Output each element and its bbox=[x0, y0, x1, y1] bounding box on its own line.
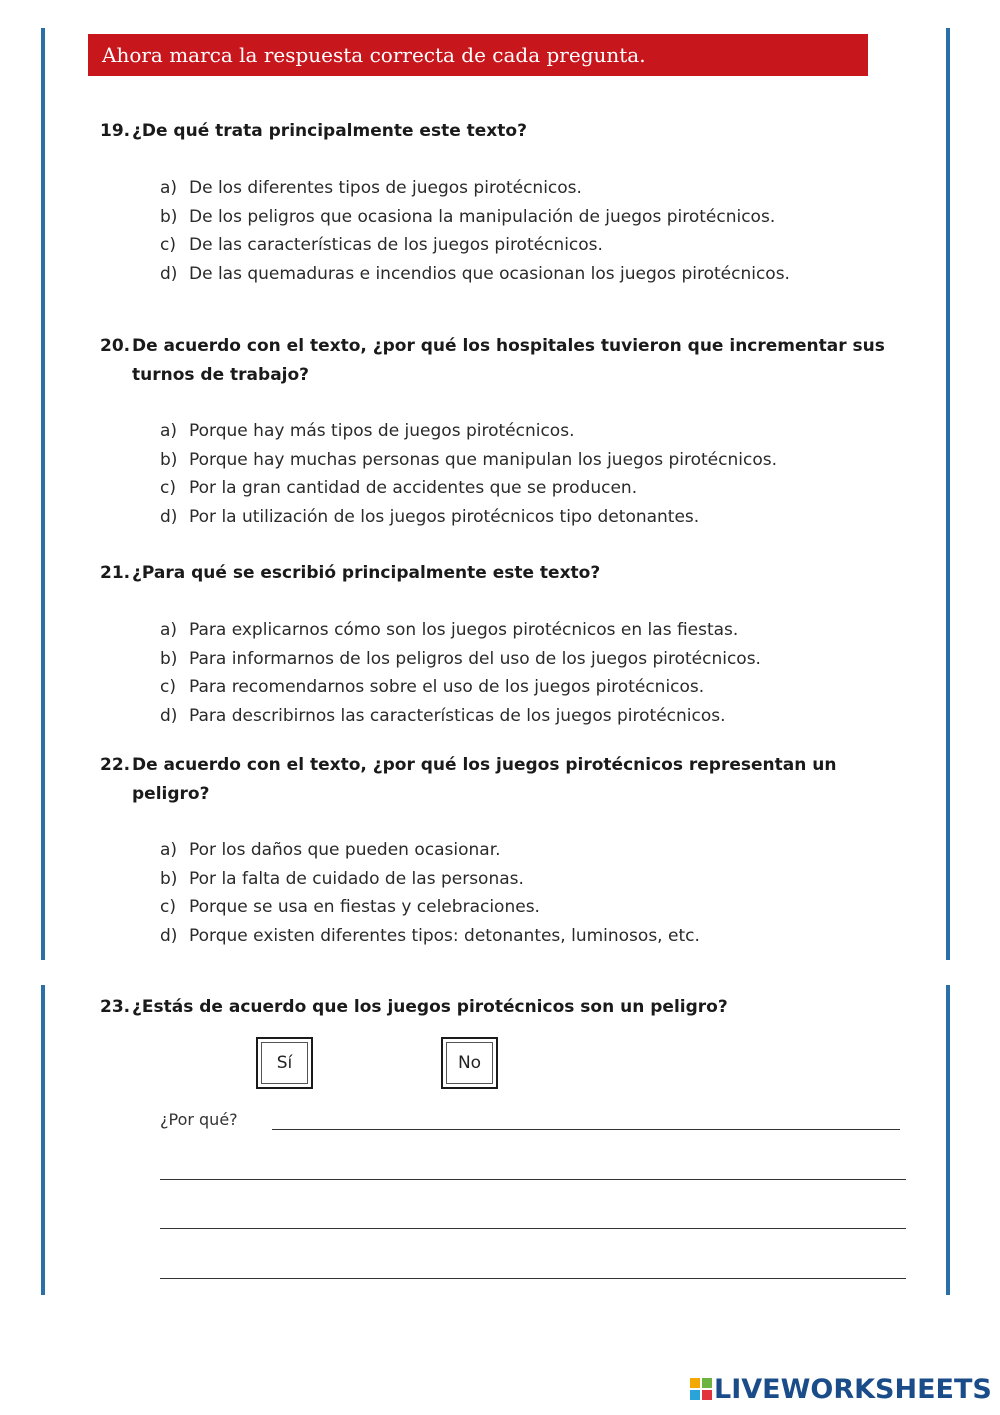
left-border-bottom bbox=[41, 985, 45, 1295]
answer-line-3[interactable] bbox=[160, 1228, 906, 1229]
question-number: 22. bbox=[100, 755, 131, 775]
answer-line-1[interactable] bbox=[272, 1129, 900, 1130]
question-19 bbox=[100, 117, 900, 146]
brand-text: LIVEWORKSHEETS bbox=[714, 1374, 992, 1405]
option-d[interactable]: d) De las quemaduras e incendios que ocasionan los juegos pirotécnicos. bbox=[160, 263, 790, 284]
question-20-options bbox=[160, 417, 920, 531]
option-c[interactable]: c) Porque se usa en fiestas y celebraciones. bbox=[160, 897, 540, 917]
option-c[interactable]: c) De las características de los juegos pirotécnicos. bbox=[160, 235, 603, 255]
option-c[interactable]: c) Para recomendarnos sobre el uso de los juegos pirotécnicos. bbox=[160, 677, 705, 697]
option-d[interactable]: d) Porque existen diferentes tipos: detonantes, luminosos, etc. bbox=[160, 925, 700, 946]
question-21-options bbox=[160, 616, 920, 730]
question-19-options bbox=[160, 174, 920, 288]
question-number: 20. bbox=[100, 336, 131, 356]
question-22 bbox=[100, 751, 900, 809]
question-text: De acuerdo con el texto, ¿por qué los hospitales tuvieron que incrementar sus bbox=[132, 336, 885, 356]
question-23 bbox=[100, 993, 900, 1022]
question-text: De acuerdo con el texto, ¿por qué los juegos pirotécnicos representan un bbox=[132, 755, 837, 775]
option-b[interactable]: b) Para informarnos de los peligros del uso de los juegos pirotécnicos. bbox=[160, 648, 761, 669]
question-20 bbox=[100, 332, 900, 390]
yes-checkbox[interactable]: Sí bbox=[256, 1037, 313, 1089]
answer-line-4[interactable] bbox=[160, 1278, 906, 1279]
question-number: 19. bbox=[100, 121, 131, 141]
option-a[interactable]: a) Para explicarnos cómo son los juegos pirotécnicos en las fiestas. bbox=[160, 620, 739, 640]
option-d[interactable]: d) Para describirnos las características de los juegos pirotécnicos. bbox=[160, 705, 726, 726]
option-a[interactable]: a) De los diferentes tipos de juegos pirotécnicos. bbox=[160, 178, 582, 198]
answer-line-2[interactable] bbox=[160, 1179, 906, 1180]
question-number: 23. bbox=[100, 997, 131, 1017]
liveworksheets-logo bbox=[690, 1374, 992, 1405]
liveworksheets-logo-icon bbox=[690, 1378, 712, 1400]
option-a[interactable]: a) Por los daños que pueden ocasionar. bbox=[160, 840, 501, 860]
why-label: ¿Por qué? bbox=[160, 1110, 238, 1129]
question-text: ¿Para qué se escribió principalmente este texto? bbox=[132, 563, 601, 583]
option-b[interactable]: b) Por la falta de cuidado de las personas. bbox=[160, 868, 524, 889]
right-border-bottom bbox=[946, 985, 950, 1295]
question-text: ¿Estás de acuerdo que los juegos pirotécnicos son un peligro? bbox=[132, 997, 728, 1017]
right-border-top bbox=[946, 28, 950, 960]
option-d[interactable]: d) Por la utilización de los juegos pirotécnicos tipo detonantes. bbox=[160, 506, 700, 527]
left-border-top bbox=[41, 28, 45, 960]
question-text-continued: turnos de trabajo? bbox=[132, 365, 310, 385]
question-21 bbox=[100, 559, 900, 588]
question-text: ¿De qué trata principalmente este texto? bbox=[132, 121, 527, 141]
no-checkbox[interactable]: No bbox=[441, 1037, 498, 1089]
instruction-banner: Ahora marca la respuesta correcta de cada pregunta. bbox=[88, 34, 868, 76]
question-text-continued: peligro? bbox=[132, 784, 210, 804]
question-22-options bbox=[160, 836, 920, 950]
option-a[interactable]: a) Porque hay más tipos de juegos pirotécnicos. bbox=[160, 421, 575, 441]
option-c[interactable]: c) Por la gran cantidad de accidentes que se producen. bbox=[160, 478, 638, 498]
option-b[interactable]: b) De los peligros que ocasiona la manipulación de juegos pirotécnicos. bbox=[160, 206, 776, 227]
question-number: 21. bbox=[100, 563, 131, 583]
option-b[interactable]: b) Porque hay muchas personas que manipulan los juegos pirotécnicos. bbox=[160, 449, 777, 470]
